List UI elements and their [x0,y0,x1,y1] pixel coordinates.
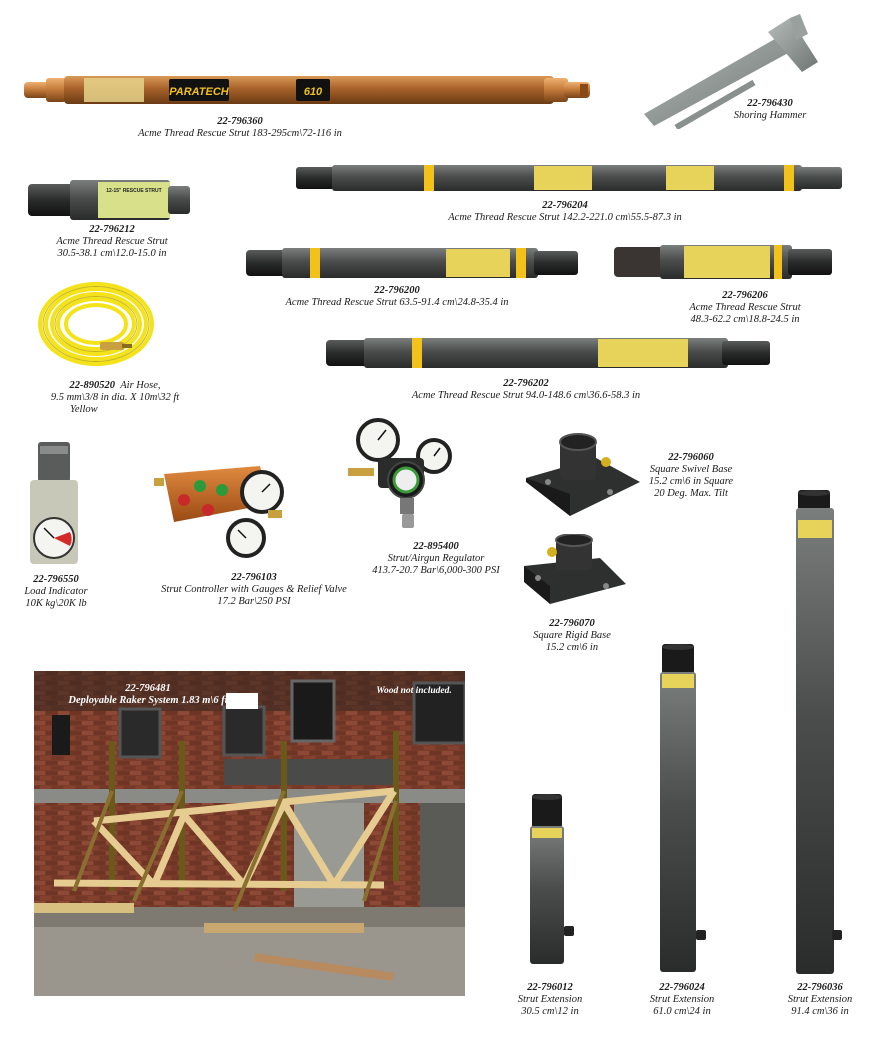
description-line2: 15.2 cm\6 in Square [648,476,734,487]
description-line2: 91.4 cm\36 in [791,1006,849,1017]
strut-extension-796036-image [794,490,850,976]
description-line2: Yellow [70,404,98,415]
sku-label: 22-796200 [374,285,420,296]
description: Acme Thread Rescue Strut 183-295cm\72-116 in [138,128,342,139]
load-indicator-image [26,442,82,566]
sku-label: 22-796012 [527,982,573,993]
description-line1: Square Rigid Base [533,630,611,641]
sku-label: 22-796206 [722,290,768,301]
raker-note: Wood not included. [376,686,452,696]
caption-796206 [660,290,830,326]
caption-796012 [500,982,600,1018]
description-line2: 15.2 cm\6 in [545,642,599,653]
sku-label: 22-796430 [747,98,793,109]
strut-extension-796012-image [524,794,580,966]
sku-label: 22-796036 [797,982,843,993]
caption-796204 [420,200,710,224]
sku-label: 22-796481 [125,683,171,694]
strut-796204-image [296,163,842,193]
description-line2: 413.7-20.7 Bar\6,000-300 PSI [372,565,500,576]
sku-label: 22-796360 [217,116,263,127]
air-hose-image [36,278,162,374]
description-line1: Acme Thread Rescue Strut [689,302,801,313]
sku-label: 22-796103 [231,572,277,583]
caption-796430 [710,98,830,122]
description: Deployable Raker System 1.83 m\6 ft [68,695,228,706]
strut-controller-image [150,464,296,560]
description-line2: 61.0 cm\24 in [653,1006,711,1017]
sku-label: 22-796070 [549,618,595,629]
description-line2: 10K kg\20K lb [25,598,87,609]
caption-796103 [136,572,372,608]
sku-label: 22-796202 [503,378,549,389]
description-line1: Strut Controller with Gauges & Relief Valve [161,584,347,595]
rigid-base-image [522,534,630,608]
description: Acme Thread Rescue Strut 63.5-91.4 cm\24.8-35.4 in [285,297,509,308]
strut-796206-image [614,243,832,281]
strut-796360-image [24,70,590,108]
regulator-image [344,418,456,538]
description-line1: Load Indicator [24,586,88,597]
raker-caption [48,683,248,707]
caption-796070 [520,618,624,654]
sku-label: 22-796550 [33,574,79,585]
sku-label: 22-796212 [89,224,135,235]
description-line1: Strut Extension [787,994,853,1005]
description-line1: Strut Extension [517,994,583,1005]
description-line2: 17.2 Bar\250 PSI [217,596,291,607]
description-line1: Strut/Airgun Regulator [387,553,485,564]
description-line2: 48.3-62.2 cm\18.8-24.5 in [690,314,800,325]
description-line1: Strut Extension [649,994,715,1005]
title: Air Hose, [120,380,161,391]
description-line1: Square Swivel Base [649,464,733,475]
strut-796202-image [326,335,772,371]
sku-label: 22-796060 [668,452,714,463]
caption-796060 [636,452,746,500]
caption-890520 [30,380,200,416]
strut-796212-image [28,178,190,222]
sku-label: 22-796204 [542,200,588,211]
caption-796024 [632,982,732,1018]
description: Shoring Hammer [733,110,807,121]
strut-extension-796024-image [656,644,712,976]
sku-label: 22-796024 [659,982,705,993]
description-line2: 30.5 cm\12 in [521,1006,579,1017]
strut-badge-label: 610 [303,86,323,98]
caption-895400 [356,541,516,577]
description-line3: 20 Deg. Max. Tilt [654,488,728,499]
swivel-base-image [524,432,642,518]
description-line1: Acme Thread Rescue Strut [56,236,168,247]
strut-label-text: 12-15" RESCUE STRUT [106,188,162,194]
caption-796360 [100,116,380,140]
description-line2: 30.5-38.1 cm\12.0-15.0 in [57,248,167,259]
sku-label: 22-895400 [413,541,459,552]
strut-brand-label: PARATECH [169,86,229,98]
caption-796550 [6,574,106,610]
caption-796202 [396,378,656,402]
sku-label: 22-890520 [69,380,115,391]
raker-system-photo [34,671,465,996]
description-line1: 9.5 mm\3/8 in dia. X 10m\32 ft [50,392,180,403]
description: Acme Thread Rescue Strut 142.2-221.0 cm\55.5-87.3 in [448,212,682,223]
strut-796200-image [246,246,578,280]
description: Acme Thread Rescue Strut 94.0-148.6 cm\36.6-58.3 in [411,390,641,401]
caption-796036 [768,982,872,1018]
caption-796200 [262,285,532,309]
caption-796212 [32,224,192,260]
